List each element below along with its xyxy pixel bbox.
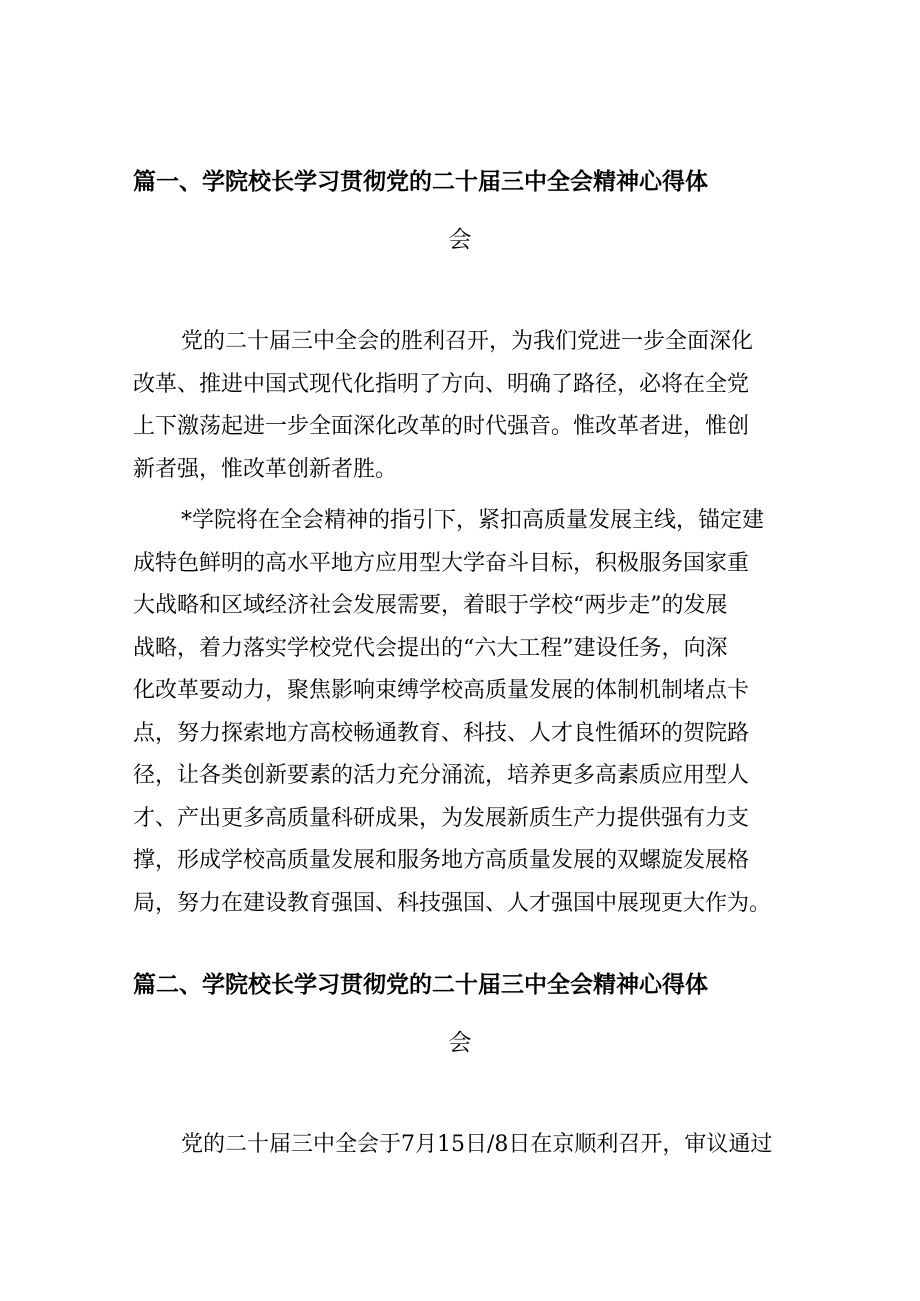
paragraph-line: 改革、推进中国式现代化指明了方向、明确了路径，必将在全党 <box>133 371 750 397</box>
paragraph-line: 才、产出更多高质量科研成果，为发展新质生产力提供强有力支 <box>133 805 750 831</box>
paragraph-line: 点，努力探索地方高校畅通教育、科技、人才良性循环的贺院路 <box>133 720 750 746</box>
paragraph-line: 新者强，惟改革创新者胜。 <box>133 456 398 482</box>
section1-heading: 篇一、学院校长学习贯彻党的二十届三中全会精神心得体 <box>133 169 708 195</box>
section1-paragraph-2 <box>133 500 795 925</box>
paragraph-line: 大战略和区域经济社会发展需要，着眼于学校“两步走”的发展 <box>133 593 728 618</box>
section1-heading-tail: 会 <box>448 227 472 253</box>
section2-heading-tail: 会 <box>448 1030 472 1056</box>
section2-paragraph-1 <box>133 1124 795 1167</box>
paragraph-line: *学院将在全会精神的指引下，紧扣高质量发展主线，锚定建 <box>181 508 765 533</box>
paragraph-line: 化改革要动力，聚焦影响束缚学校高质量发展的体制机制堵点卡 <box>133 678 750 703</box>
paragraph-line: 上下激荡起进一步全面深化改革的时代强音。惟改革者进，惟创 <box>133 414 750 439</box>
section2-heading: 篇二、学院校长学习贯彻党的二十届三中全会精神心得体 <box>133 972 708 998</box>
paragraph-line: 局，努力在建设教育强国、科技强国、人才强国中展现更大作为。 <box>133 890 772 916</box>
section1-paragraph-1 <box>133 321 795 491</box>
paragraph-line: 成特色鲜明的高水平地方应用型大学奋斗目标，积极服务国家重 <box>133 550 750 576</box>
paragraph-line: 撑，形成学校高质量发展和服务地方高质量发展的双螺旋发展格 <box>133 848 750 873</box>
paragraph-line: 径，让各类创新要素的活力充分涌流，培养更多高素质应用型人 <box>133 763 750 788</box>
paragraph-line: 党的二十届三中全会的胜利召开，为我们党进一步全面深化 <box>181 329 754 354</box>
paragraph-line: 战略，着力落实学校党代会提出的“六大工程”建设任务，向深 <box>133 635 728 661</box>
paragraph-line: 党的二十届三中全会于7月15日/8日在京顺利召开，审议通过 <box>181 1132 773 1157</box>
